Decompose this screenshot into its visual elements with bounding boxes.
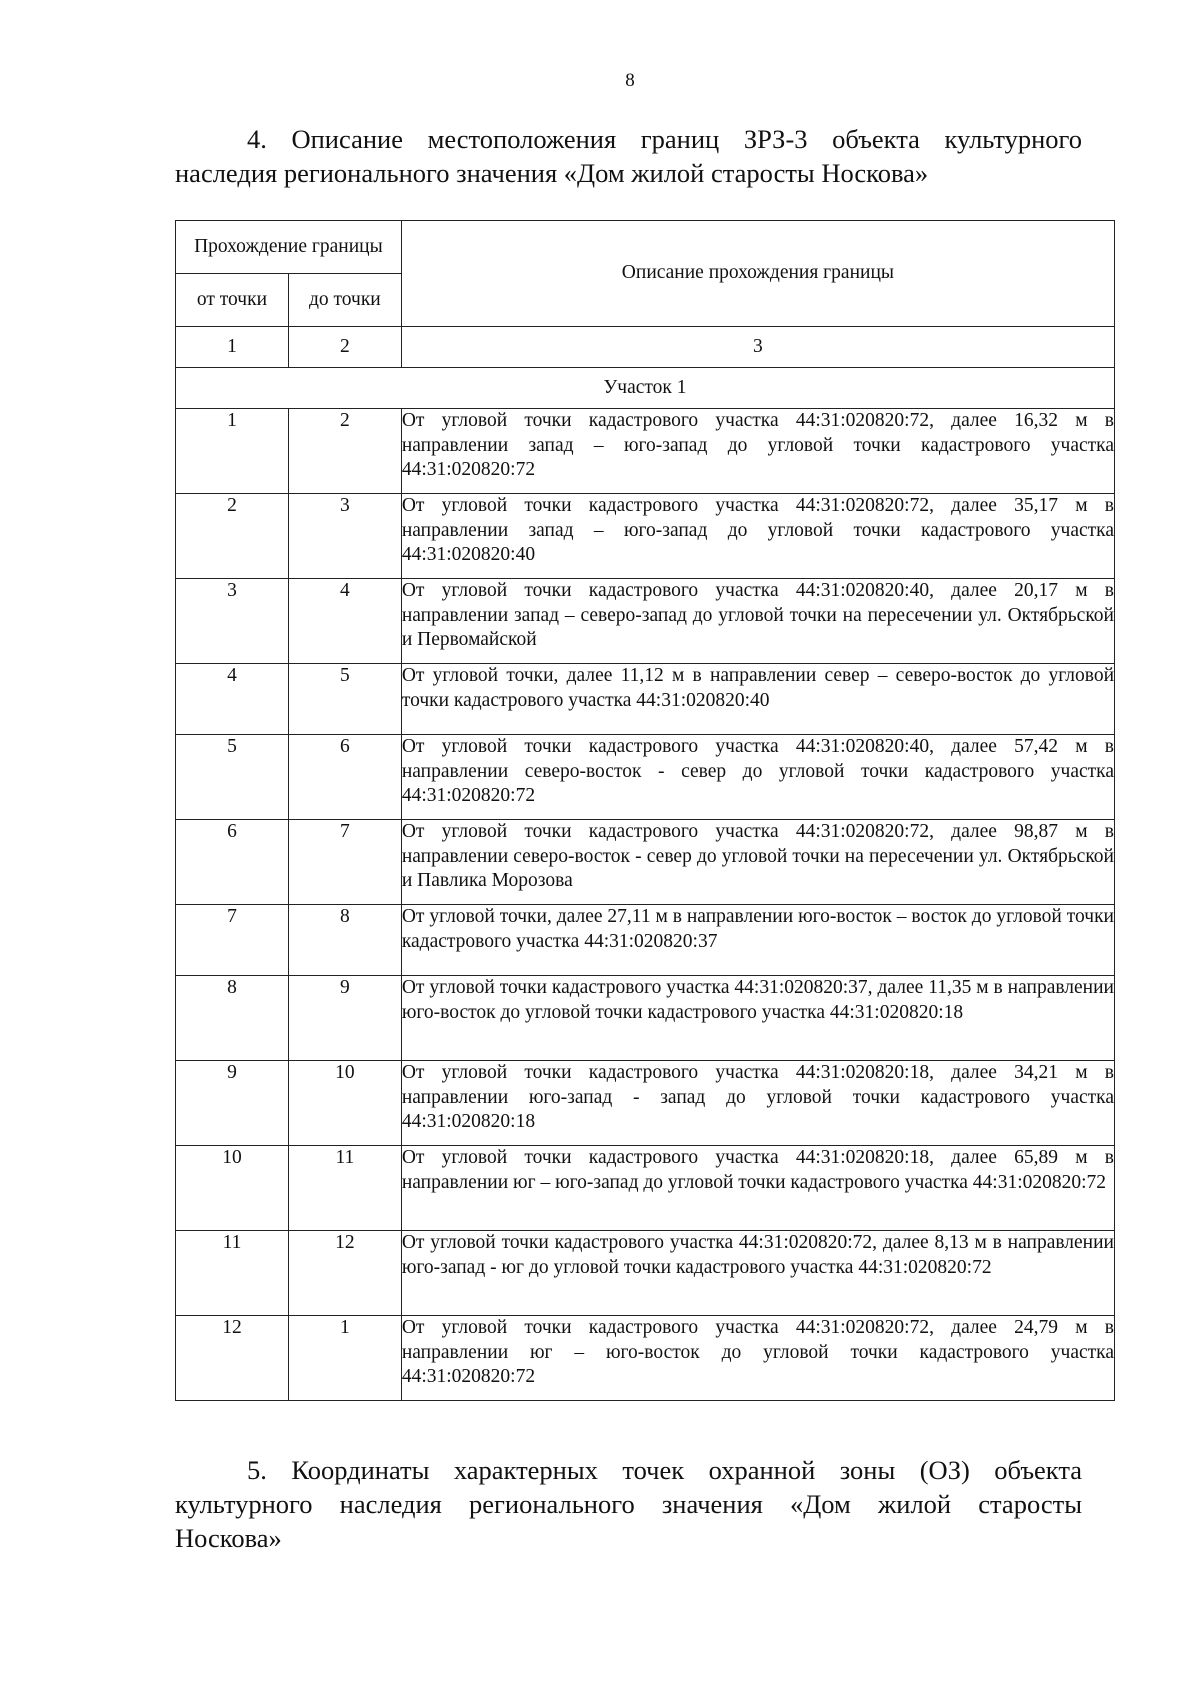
to-point: 6: [288, 735, 401, 820]
from-point: 2: [176, 494, 289, 579]
to-point: 9: [288, 976, 401, 1061]
page-number: 8: [625, 70, 635, 91]
from-point: 4: [176, 664, 289, 735]
header-to-point: до точки: [288, 274, 401, 327]
section-5-heading: [175, 1453, 1082, 1555]
boundary-description: От угловой точки кадастрового участка 44:31:020820:40, далее 57,42 м в направлении северо-восток - север до угловой точки кадастрового участка 44:31:020820:72: [401, 735, 1114, 820]
boundary-description: От угловой точки, далее 11,12 м в направлении север – северо-восток до угловой точки кадастрового участка 44:31:020820:40: [401, 664, 1114, 735]
from-point: 9: [176, 1061, 289, 1146]
from-point: 6: [176, 820, 289, 905]
boundary-description: От угловой точки кадастрового участка 44:31:020820:72, далее 8,13 м в направлении юго-запад - юг до угловой точки кадастрового участка 44:31:020820:72: [401, 1231, 1114, 1316]
table-row: [176, 579, 1115, 664]
table-row: [176, 976, 1115, 1061]
header-boundary-passage: Прохождение границы: [176, 221, 402, 274]
header-description: Описание прохождения границы: [401, 221, 1114, 327]
to-point: 5: [288, 664, 401, 735]
from-point: 3: [176, 579, 289, 664]
to-point: 10: [288, 1061, 401, 1146]
column-number: 2: [288, 327, 401, 368]
heading-line: Носкова»: [175, 1523, 282, 1553]
section-4-heading: [175, 122, 1082, 190]
boundary-description: От угловой точки кадастрового участка 44:31:020820:72, далее 24,79 м в направлении юг – юго-восток до угловой точки кадастрового участка 44:31:020820:72: [401, 1316, 1114, 1401]
boundary-description: От угловой точки, далее 27,11 м в направлении юго-восток – восток до угловой точки кадастрового участка 44:31:020820:37: [401, 905, 1114, 976]
boundary-description: От угловой точки кадастрового участка 44:31:020820:72, далее 35,17 м в направлении запад – юго-запад до угловой точки кадастрового участка 44:31:020820:40: [401, 494, 1114, 579]
column-number: 3: [401, 327, 1114, 368]
to-point: 2: [288, 409, 401, 494]
from-point: 1: [176, 409, 289, 494]
to-point: 4: [288, 579, 401, 664]
boundary-description: От угловой точки кадастрового участка 44:31:020820:18, далее 65,89 м в направлении юг – юго-запад до угловой точки кадастрового участка 44:31:020820:72: [401, 1146, 1114, 1231]
header-from-point: от точки: [176, 274, 289, 327]
heading-line: культурного наследия регионального значения «Дом жилой старосты: [175, 1489, 1082, 1519]
from-point: 11: [176, 1231, 289, 1316]
boundary-description: От угловой точки кадастрового участка 44:31:020820:72, далее 16,32 м в направлении запад – юго-запад до угловой точки кадастрового участка 44:31:020820:72: [401, 409, 1114, 494]
column-number: 1: [176, 327, 289, 368]
to-point: 1: [288, 1316, 401, 1401]
table-row: [176, 664, 1115, 735]
to-point: 11: [288, 1146, 401, 1231]
table-row: [176, 905, 1115, 976]
boundary-description: От угловой точки кадастрового участка 44:31:020820:18, далее 34,21 м в направлении юго-запад - запад до угловой точки кадастрового участка 44:31:020820:18: [401, 1061, 1114, 1146]
table-row: [176, 1146, 1115, 1231]
table-row: [176, 1061, 1115, 1146]
table-row: [176, 820, 1115, 905]
table-row: [176, 1316, 1115, 1401]
from-point: 8: [176, 976, 289, 1061]
heading-line: наследия регионального значения «Дом жилой старосты Носкова»: [175, 158, 929, 188]
to-point: 12: [288, 1231, 401, 1316]
table-row: [176, 494, 1115, 579]
table-row: [176, 1231, 1115, 1316]
table-row: [176, 735, 1115, 820]
section-label: Участок 1: [176, 368, 1115, 409]
from-point: 12: [176, 1316, 289, 1401]
to-point: 3: [288, 494, 401, 579]
from-point: 5: [176, 735, 289, 820]
table-row: [176, 409, 1115, 494]
heading-line: 5. Координаты характерных точек охранной зоны (ОЗ) объекта: [247, 1455, 1082, 1485]
to-point: 8: [288, 905, 401, 976]
from-point: 10: [176, 1146, 289, 1231]
boundary-description: От угловой точки кадастрового участка 44:31:020820:72, далее 98,87 м в направлении северо-восток - север до угловой точки на пересечении ул. Октябрьской и Павлика Морозова: [401, 820, 1114, 905]
to-point: 7: [288, 820, 401, 905]
from-point: 7: [176, 905, 289, 976]
heading-line: 4. Описание местоположения границ ЗРЗ-3 объекта культурного: [247, 124, 1082, 154]
boundary-description: От угловой точки кадастрового участка 44:31:020820:40, далее 20,17 м в направлении запад – северо-запад до угловой точки на пересечении ул. Октябрьской и Первомайской: [401, 579, 1114, 664]
boundary-description: От угловой точки кадастрового участка 44:31:020820:37, далее 11,35 м в направлении юго-восток до угловой точки кадастрового участка 44:31:020820:18: [401, 976, 1114, 1061]
boundary-table: [175, 220, 1115, 1401]
